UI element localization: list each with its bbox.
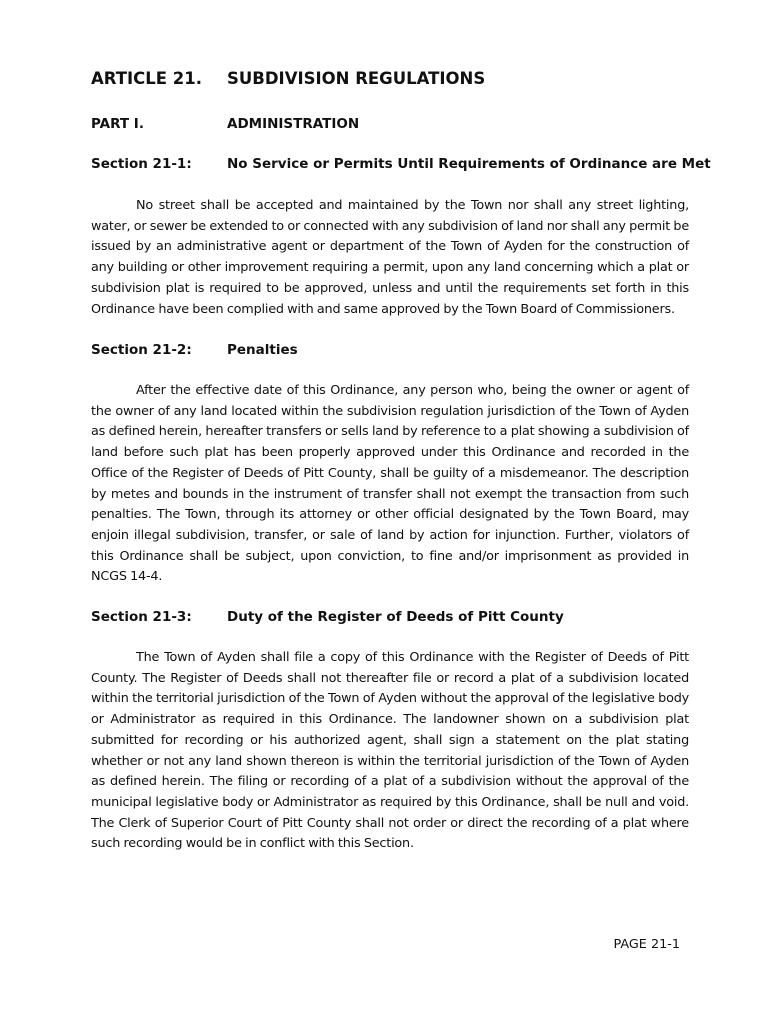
section-body-21-2: After the effective date of this Ordinance, any person who, being the owner or agent of the owner of any land located within the subdivision regulation jurisdiction of the Town of Ayden as defined herein, hereafter transfers or sells land by reference to a plat showing a subdivision of land before such plat has been properly approved under this Ordinance and recorded in the Office of the Register of Deeds of Pitt County, shall be guilty of a misdemeanor. The description by metes and bounds in the instrument of transfer shall not exempt the transaction from such penalties. The Town, through its attorney or other official designated by the Town Board, may enjoin illegal subdivision, transfer, or sale of land by action for injunction. Further, violators of this Ordinance shall be subject, upon conviction, to fine and/or imprisonment as provided in NCGS 14-4.: [91, 383, 689, 585]
section-number: Section 21-1:: [91, 156, 192, 172]
part-heading: [91, 116, 359, 132]
section-body-21-1: No street shall be accepted and maintained by the Town nor shall any street lighting, water, or sewer be extended to or connected with any subdivision of land nor shall any permit be issued by an administrative agent or department of the Town of Ayden for the construction of any building or other improvement requiring a permit, upon any land concerning which a plat or subdivision plat is required to be approved, unless and until the requirements set forth in this Ordinance have been complied with and same approved by the Town Board of Commissioners.: [91, 198, 689, 317]
section-heading-21-3: [91, 609, 564, 625]
part-title: ADMINISTRATION: [227, 116, 360, 132]
section-title: No Service or Permits Until Requirements of Ordinance are Met: [227, 156, 711, 172]
article-title: SUBDIVISION REGULATIONS: [227, 69, 486, 88]
part-number: PART I.: [91, 116, 144, 132]
article-heading: [91, 69, 485, 88]
section-title: Duty of the Register of Deeds of Pitt County: [227, 609, 564, 625]
section-number: Section 21-3:: [91, 609, 192, 625]
section-number: Section 21-2:: [91, 342, 192, 358]
page-number: PAGE 21-1: [613, 937, 680, 952]
section-heading-21-2: [91, 342, 298, 358]
section-title: Penalties: [227, 342, 298, 358]
article-number: ARTICLE 21.: [91, 69, 202, 88]
section-heading-21-1: [91, 156, 711, 172]
section-body-21-3: The Town of Ayden shall file a copy of this Ordinance with the Register of Deeds of Pitt County. The Register of Deeds shall not thereafter file or record a plat of a subdivision located within the territorial jurisdiction of the Town of Ayden without the approval of the legislative body or Administrator as required in this Ordinance. The landowner shown on a subdivision plat submitted for recording or his authorized agent, shall sign a statement on the plat stating whether or not any land shown thereon is within the territorial jurisdiction of the Town of Ayden as defined herein. The filing or recording of a plat of a subdivision without the approval of the municipal legislative body or Administrator as required by this Ordinance, shall be null and void. The Clerk of Superior Court of Pitt County shall not order or direct the recording of a plat where such recording would be in conflict with this Section.: [91, 650, 689, 852]
